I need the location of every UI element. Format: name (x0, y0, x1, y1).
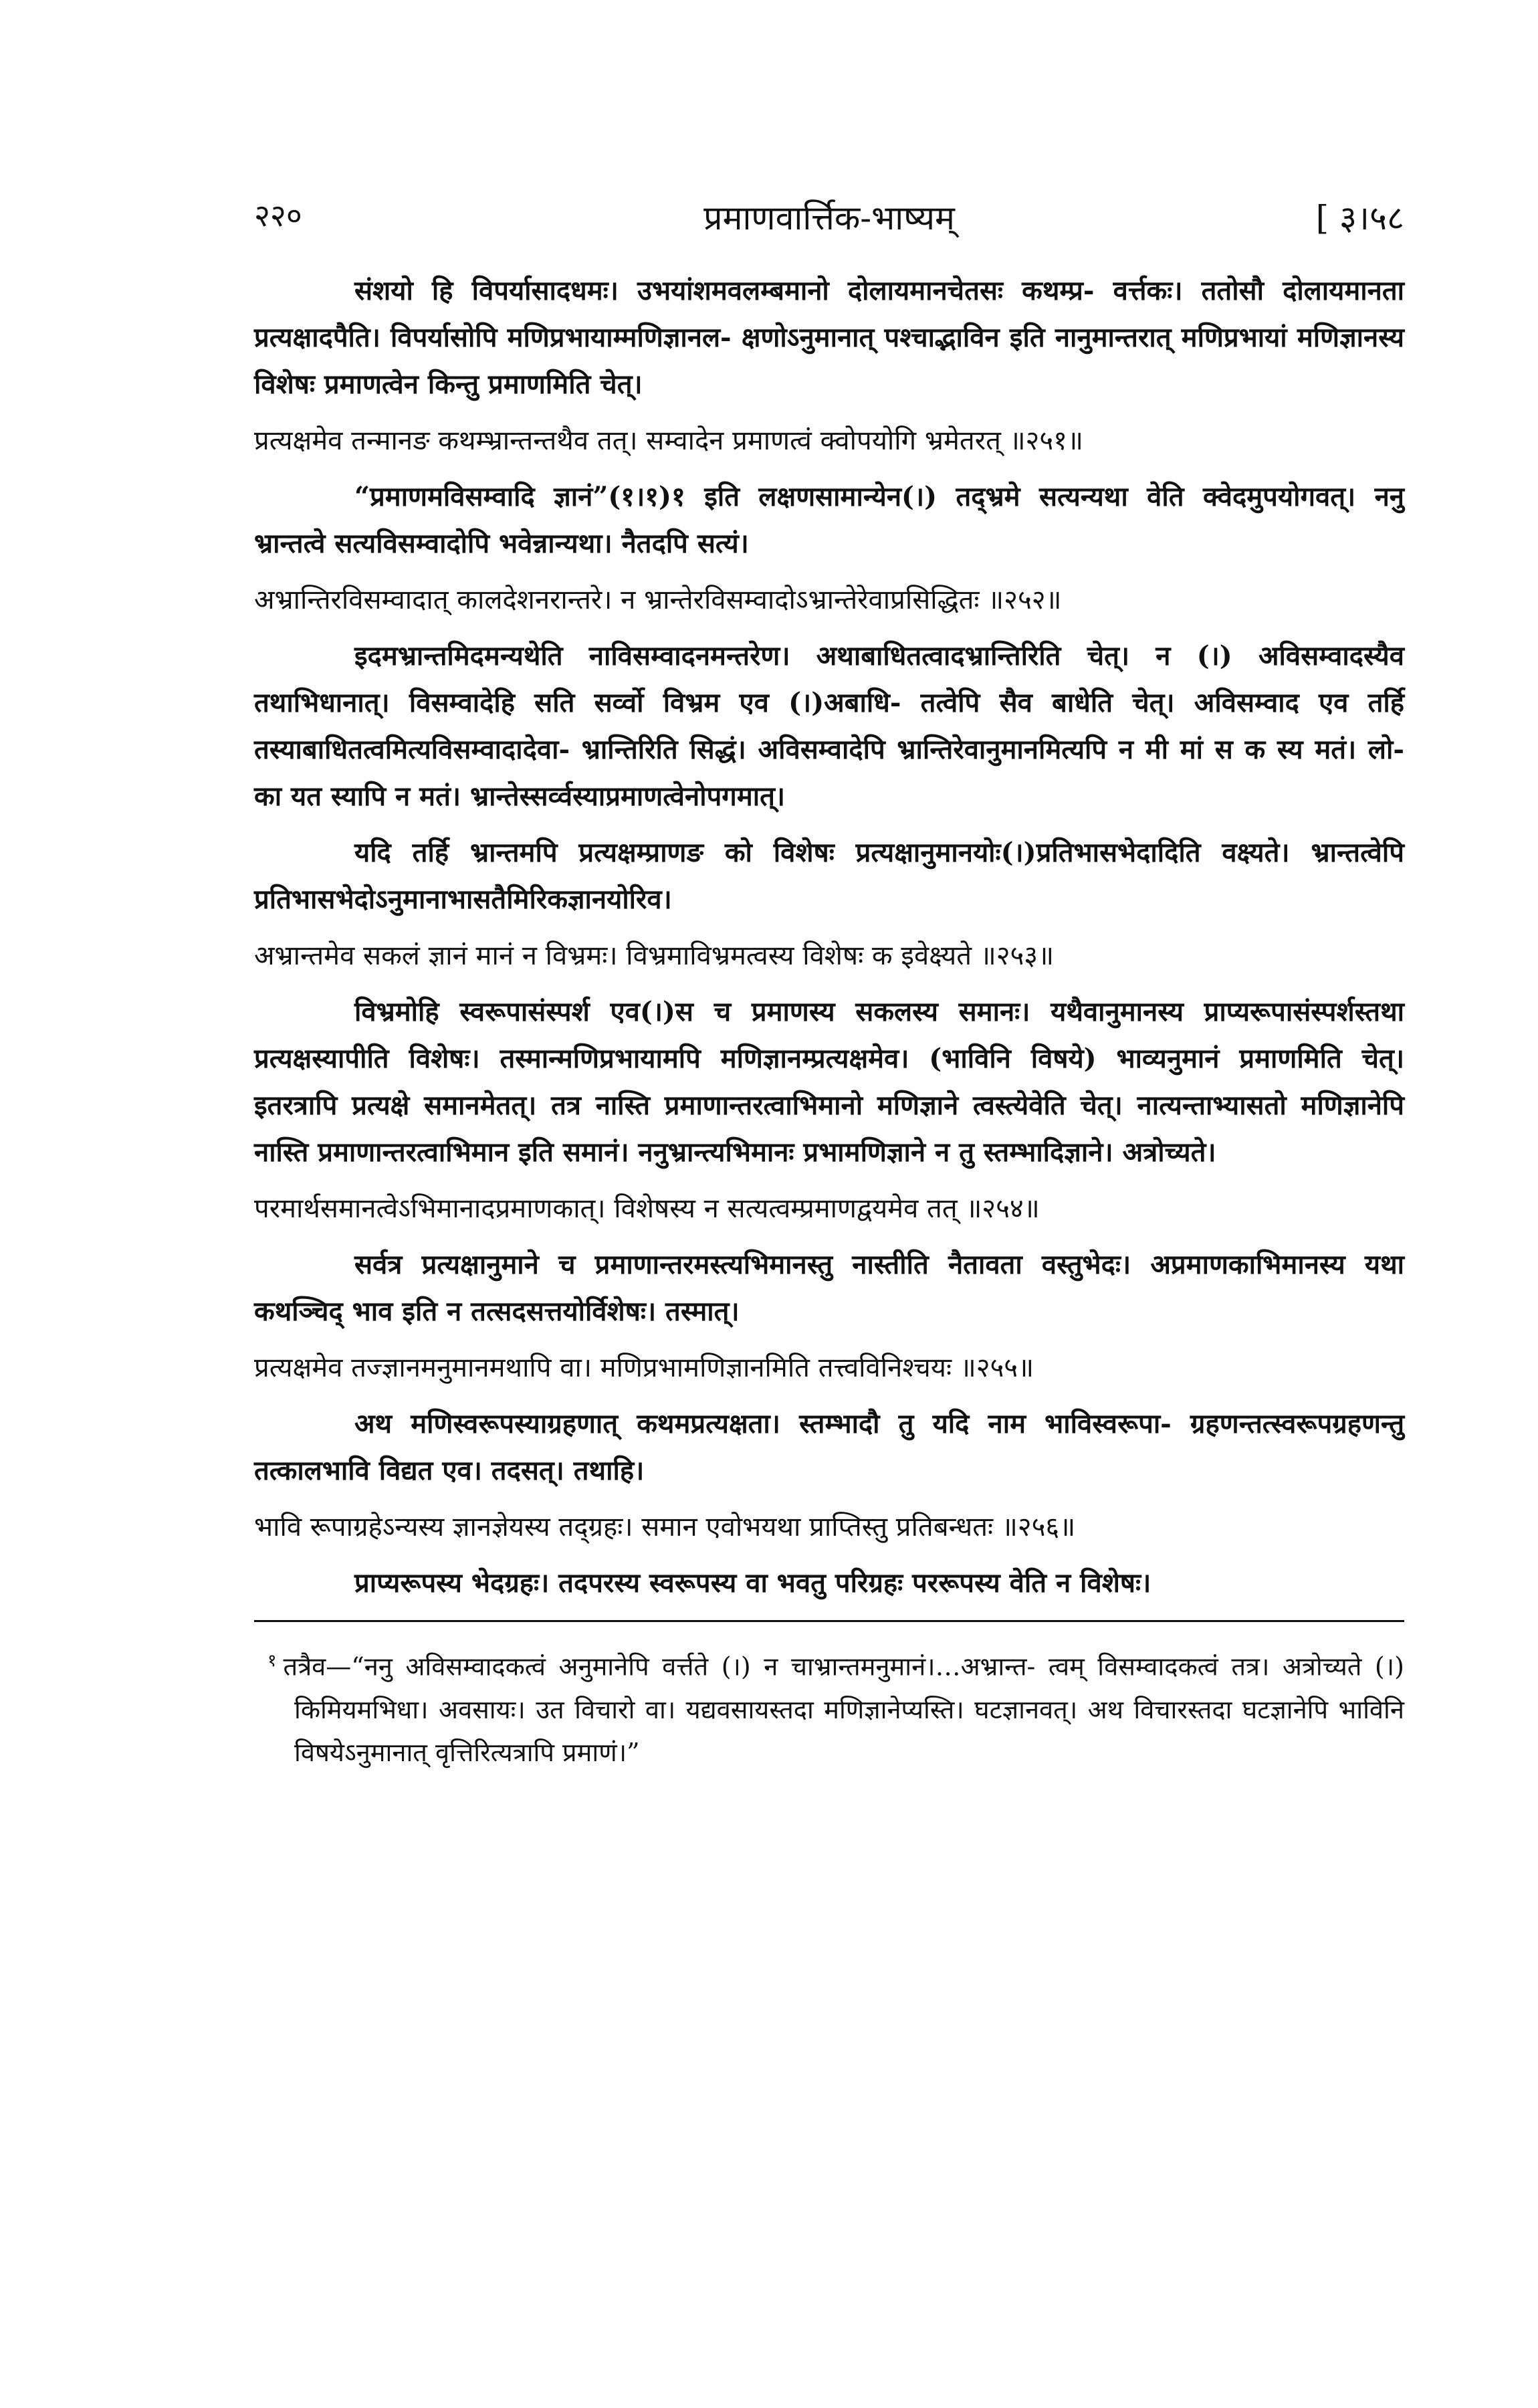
footnote (254, 1639, 1404, 1774)
running-title: प्रमाणवार्त्तिक-भाष्यम् (703, 199, 955, 237)
verse-line: परमार्थसमानत्वेऽभिमानादप्रमाणकात्। विशेषस्य न सत्यत्वम्प्रमाणद्वयमेव तत् ॥२५४॥ (254, 1193, 1040, 1224)
footnote-divider (254, 1620, 1404, 1622)
verse-line: प्रत्यक्षमेव तज्ज्ञानमनुमानमथापि वा। मणिप्रभामणिज्ञानमिति तत्त्वविनिश्चयः ॥२५५॥ (254, 1352, 1034, 1383)
verse-line: अभ्रान्तिरविसम्वादात् कालदेशनरान्तरे। न भ्रान्तेरविसम्वादोऽभ्रान्तेरेवाप्रसिद्धितः ॥२५२॥ (254, 585, 1062, 615)
verse-line: भावि रूपाग्रहेऽन्यस्य ज्ञानज्ञेयस्य तद्ग्रहः। समान एवोभयथा प्राप्तिस्तु प्रतिबन्धतः ॥२५६॥ (254, 1512, 1076, 1542)
prose-paragraph: प्राप्यरूपस्य भेदग्रहः। तदपरस्य स्वरूपस्य वा भवतु परिग्रहः पररूपस्य वेति न विशेषः। (354, 1567, 1151, 1599)
prose-paragraph: संशयो हि विपर्यासादधमः। उभयांशमवलम्बमानो दोलायमानचेतसः कथम्प्र- वर्त्तकः। ततोसौ दोलायमानता प्रत्यक्षादपैति। विपर्यासोपि मणिप्रभायाम्मणिज्ञानल- क्षणोऽनुमानात् पश्चाद्भाविन इति नानुमान्तरात् मणिप्रभायां मणिज्ञानस्य विशेषः प्रमाणत्वेन किन्तु प्रमाणमिति चेत्। (254, 275, 1404, 400)
verse-line: अभ्रान्तमेव सकलं ज्ञानं मानं न विभ्रमः। विभ्रमाविभ्रमत्वस्य विशेषः क इवेक्ष्यते ॥२५३॥ (254, 940, 1055, 971)
section-reference: [ ३।५८ (1315, 199, 1404, 237)
footnote-marker: १ (267, 1651, 277, 1671)
prose-paragraph: सर्वत्र प्रत्यक्षानुमाने च प्रमाणान्तरमस्त्यभिमानस्तु नास्तीति नैतावता वस्तुभेदः। अप्रमाणकाभिमानस्य यथा कथञ्चिद् भाव इति न तत्सदसत्तयोर्विशेषः। तस्मात्। (254, 1249, 1404, 1327)
main-text (254, 268, 1404, 1774)
prose-paragraph: “प्रमाणमविसम्वादि ज्ञानं”(१।१)१ इति लक्षणसामान्येन(।) तद्भ्रमे सत्यन्यथा वेति क्वेदमुपयोगवत्। ननु भ्रान्तत्वे सत्यविसम्वादोपि भवेन्नान्यथा। नैतदपि सत्यं। (254, 481, 1404, 559)
prose-paragraph: इदमभ्रान्तमिदमन्यथेति नाविसम्वादनमन्तरेण। अथाबाधितत्वादभ्रान्तिरिति चेत्। न (।) अविसम्वादस्यैव तथाभिधानात्। विसम्वादेहि सति सर्व्वो विभ्रम एव (।)अबाधि- तत्वेपि सैव बाधेति चेत्। अविसम्वाद एव तर्हि तस्याबाधितत्वमित्यविसम्वादादेवा- भ्रान्तिरिति सिद्धं। अविसम्वादेपि भ्रान्तिरेवानुमानमित्यपि न मी मां स क स्य मतं। लो- का यत स्यापि न मतं। भ्रान्तेस्सर्व्वस्याप्रमाणत्वेनोपगमात्। (254, 640, 1404, 812)
prose-paragraph: विभ्रमोहि स्वरूपासंस्पर्श एव(।)स च प्रमाणस्य सकलस्य समानः। यथैवानुमानस्य प्राप्यरूपासंस्पर्शस्तथा प्रत्यक्षस्यापीति विशेषः। तस्मान्मणिप्रभायामपि मणिज्ञानम्प्रत्यक्षमेव। (भाविनि विषये) भाव्यनुमानं प्रमाणमिति चेत्। इतरत्रापि प्रत्यक्षे समानमेतत्। तत्र नास्ति प्रमाणान्तरत्वाभिमानो मणिज्ञाने त्वस्त्येवेति चेत्। नात्यन्ताभ्यासतो मणिज्ञानेपि नास्ति प्रमाणान्तरत्वाभिमान इति समानं। ननुभ्रान्त्यभिमानः प्रभामणिज्ञाने न तु स्तम्भादिज्ञाने। अत्रोच्यते। (254, 996, 1404, 1168)
page-number: २२० (254, 197, 302, 233)
footnote-text: तत्रैव—“ननु अविसम्वादकत्वं अनुमानेपि वर्त्तते (।) न चाभ्रान्तमनुमानं।…अभ्रान्त- त्वम् विसम्वादकत्वं तत्र। अत्रोच्यते (।) किमियमभिधा। अवसायः। उत विचारो वा। यद्यवसायस्तदा मणिज्ञानेप्यस्ति। घटज्ञानवत्। अथ विचारस्तदा घटज्ञानेपि भाविनि विषयेऽनुमानात् वृत्तिरित्यत्रापि प्रमाणं।” (283, 1651, 1404, 1767)
verse-line: प्रत्यक्षमेव तन्मानङ कथम्भ्रान्तन्तथैव तत्। सम्वादेन प्रमाणत्वं क्वोपयोगि भ्रमेतरत् ॥२५१॥ (254, 425, 1083, 456)
running-header (254, 194, 1404, 247)
prose-paragraph: अथ मणिस्वरूपस्याग्रहणात् कथमप्रत्यक्षता। स्तम्भादौ तु यदि नाम भाविस्वरूपा- ग्रहणन्तत्स्वरूपग्रहणन्तु तत्कालभावि विद्यत एव। तदसत्। तथाहि। (254, 1408, 1404, 1486)
prose-paragraph: यदि तर्हि भ्रान्तमपि प्रत्यक्षम्प्राणङ को विशेषः प्रत्यक्षानुमानयोः(।)प्रतिभासभेदादिति वक्ष्यते। भ्रान्तत्वेपि प्रतिभासभेदोऽनुमानाभासतैमिरिकज्ञानयोरिव। (254, 837, 1404, 915)
